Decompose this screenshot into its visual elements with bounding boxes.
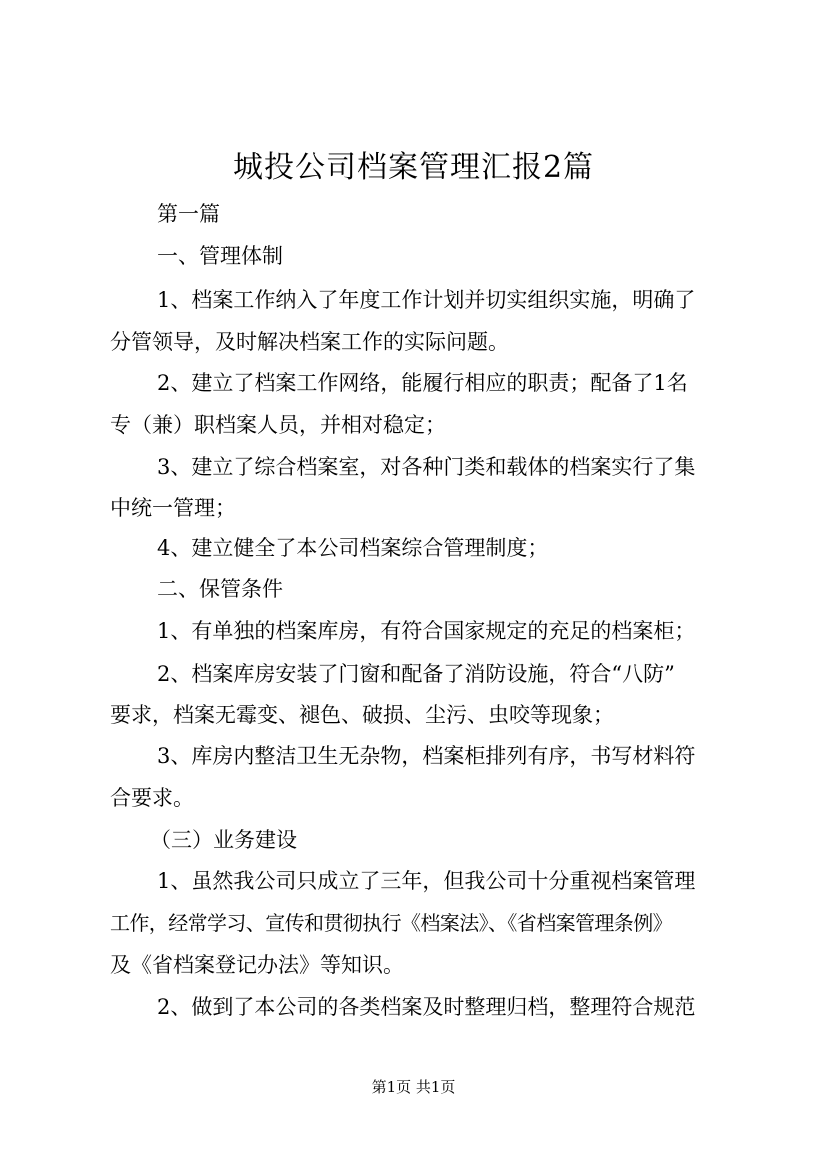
paragraph-line: 专（兼）职档案人员，并相对稳定； xyxy=(110,413,446,437)
paragraph-line: 4、建立健全了本公司档案综合管理制度； xyxy=(157,536,549,560)
section-heading: 一、管理体制 xyxy=(157,244,283,268)
document-title: 城投公司档案管理汇报2篇 xyxy=(232,150,595,185)
section-heading: （三）业务建设 xyxy=(150,828,297,852)
paragraph-line: 1、档案工作纳入了年度工作计划并切实组织实施，明确了 xyxy=(157,288,696,312)
paragraph-line: 分管领导，及时解决档案工作的实际问题。 xyxy=(110,330,509,354)
paragraph-line: 合要求。 xyxy=(110,786,194,810)
paragraph-line: 工作，经常学习、宣传和贯彻执行《档案法》、《省档案管理条例》 xyxy=(110,911,672,935)
paragraph-line: 及《省档案登记办法》等知识。 xyxy=(110,953,404,977)
paragraph-line: 3、库房内整洁卫生无杂物，档案柜排列有序，书写材料符 xyxy=(157,744,696,768)
paragraph-line: 2、做到了本公司的各类档案及时整理归档，整理符合规范 xyxy=(157,995,696,1019)
paragraph-line: 要求，档案无霉变、褪色、破损、尘污、虫咬等现象； xyxy=(110,703,614,727)
paragraph-line: 中统一管理； xyxy=(110,496,236,520)
section-heading: 第一篇 xyxy=(157,202,220,226)
paragraph-line: 3、建立了综合档案室，对各种门类和载体的档案实行了集 xyxy=(157,455,696,479)
page-footer: 第1页 共1页 xyxy=(371,1078,456,1096)
section-heading: 二、保管条件 xyxy=(157,577,283,601)
paragraph-line: 1、有单独的档案库房，有符合国家规定的充足的档案柜； xyxy=(157,619,696,643)
paragraph-line: 1、虽然我公司只成立了三年，但我公司十分重视档案管理 xyxy=(157,869,696,893)
paragraph-line: 2、建立了档案工作网络，能履行相应的职责；配备了1名 xyxy=(157,371,688,395)
paragraph-line: 2、档案库房安装了门窗和配备了消防设施，符合“八防” xyxy=(157,662,675,686)
